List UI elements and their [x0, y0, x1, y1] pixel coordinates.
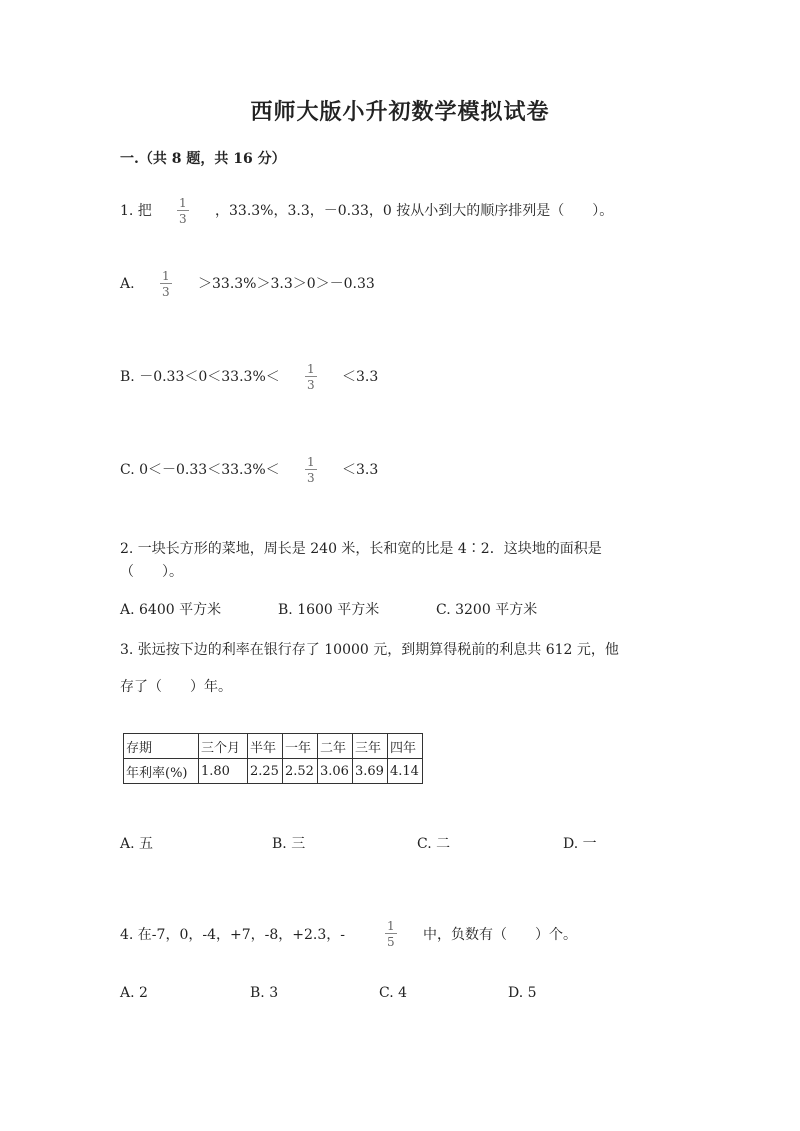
- fraction-denominator: 3: [307, 378, 315, 392]
- table-cell: 四年: [388, 734, 423, 759]
- question-4-fraction: [385, 920, 397, 948]
- fraction-numerator: 1: [307, 455, 315, 469]
- table-row: [124, 759, 423, 784]
- question-2-line-2: （ ）。: [120, 564, 183, 580]
- q1-option-a-fraction: [160, 270, 172, 298]
- table-cell: 年利率(%): [124, 759, 199, 784]
- table-cell: 存期: [124, 734, 199, 759]
- q3-option-b: B. 三: [272, 836, 306, 852]
- q2-option-c: C. 3200 平方米: [436, 602, 538, 618]
- question-2-line-1: 2. 一块长方形的菜地，周长是 240 米，长和宽的比是 4∶2．这块地的面积是: [120, 541, 602, 557]
- q3-option-c: C. 二: [417, 836, 451, 852]
- table-header-row: [124, 734, 423, 759]
- fraction-denominator: 3: [179, 212, 187, 226]
- question-1-fraction: [177, 197, 189, 225]
- fraction-numerator: 1: [307, 362, 315, 376]
- q4-option-b: B. 3: [250, 985, 279, 1001]
- fraction-denominator: 3: [162, 285, 170, 299]
- table-cell: 3.69: [353, 759, 388, 784]
- q1-option-c-tail: ＜3.3: [342, 462, 379, 478]
- question-3-line-2: 存了（ ）年。: [120, 679, 232, 695]
- question-4-prefix: 4. 在-7，0，-4，+7，-8，+2.3，-: [120, 927, 345, 943]
- question-1-text: ，33.3%，3.3，－0.33，0 按从小到大的顺序排列是（ ）。: [215, 203, 614, 219]
- page-title: 西师大版小升初数学模拟试卷: [250, 99, 550, 125]
- fraction-numerator: 1: [162, 269, 170, 283]
- q2-option-a: A. 6400 平方米: [120, 602, 222, 618]
- table-cell: 三年: [353, 734, 388, 759]
- question-4-text: 中，负数有（ ）个。: [423, 927, 577, 943]
- q3-option-a: A. 五: [120, 836, 154, 852]
- table-cell: 二年: [318, 734, 353, 759]
- interest-rate-table: [123, 733, 423, 784]
- q1-option-a-label: A.: [120, 276, 135, 292]
- table-cell: 三个月: [199, 734, 248, 759]
- q4-option-a: A. 2: [120, 985, 148, 1001]
- table-cell: 半年: [248, 734, 283, 759]
- section-heading: 一.（共 8 题，共 16 分）: [120, 151, 286, 167]
- table-cell: 2.25: [248, 759, 283, 784]
- table-cell: 4.14: [388, 759, 423, 784]
- q4-option-c: C. 4: [379, 985, 408, 1001]
- table-cell: 2.52: [283, 759, 318, 784]
- table-cell: 3.06: [318, 759, 353, 784]
- q1-option-b-fraction: [305, 363, 317, 391]
- q1-option-b-tail: ＜3.3: [342, 369, 379, 385]
- q4-option-d: D. 5: [508, 985, 537, 1001]
- fraction-numerator: 1: [179, 196, 187, 210]
- fraction-numerator: 1: [387, 919, 395, 933]
- q2-option-b: B. 1600 平方米: [278, 602, 380, 618]
- table-cell: 一年: [283, 734, 318, 759]
- fraction-denominator: 3: [307, 471, 315, 485]
- question-1-prefix: 1. 把: [120, 203, 152, 219]
- fraction-denominator: 5: [387, 935, 395, 949]
- q3-option-d: D. 一: [563, 836, 597, 852]
- q1-option-b-text: B. －0.33＜0＜33.3%＜: [120, 369, 280, 385]
- q1-option-c-text: C. 0＜－0.33＜33.3%＜: [120, 462, 280, 478]
- table-cell: 1.80: [199, 759, 248, 784]
- q1-option-c-fraction: [305, 456, 317, 484]
- question-3-line-1: 3. 张远按下边的利率在银行存了 10000 元，到期算得税前的利息共 612 元，他: [120, 642, 619, 658]
- q1-option-a-text: ＞33.3%＞3.3＞0＞－0.33: [198, 276, 375, 292]
